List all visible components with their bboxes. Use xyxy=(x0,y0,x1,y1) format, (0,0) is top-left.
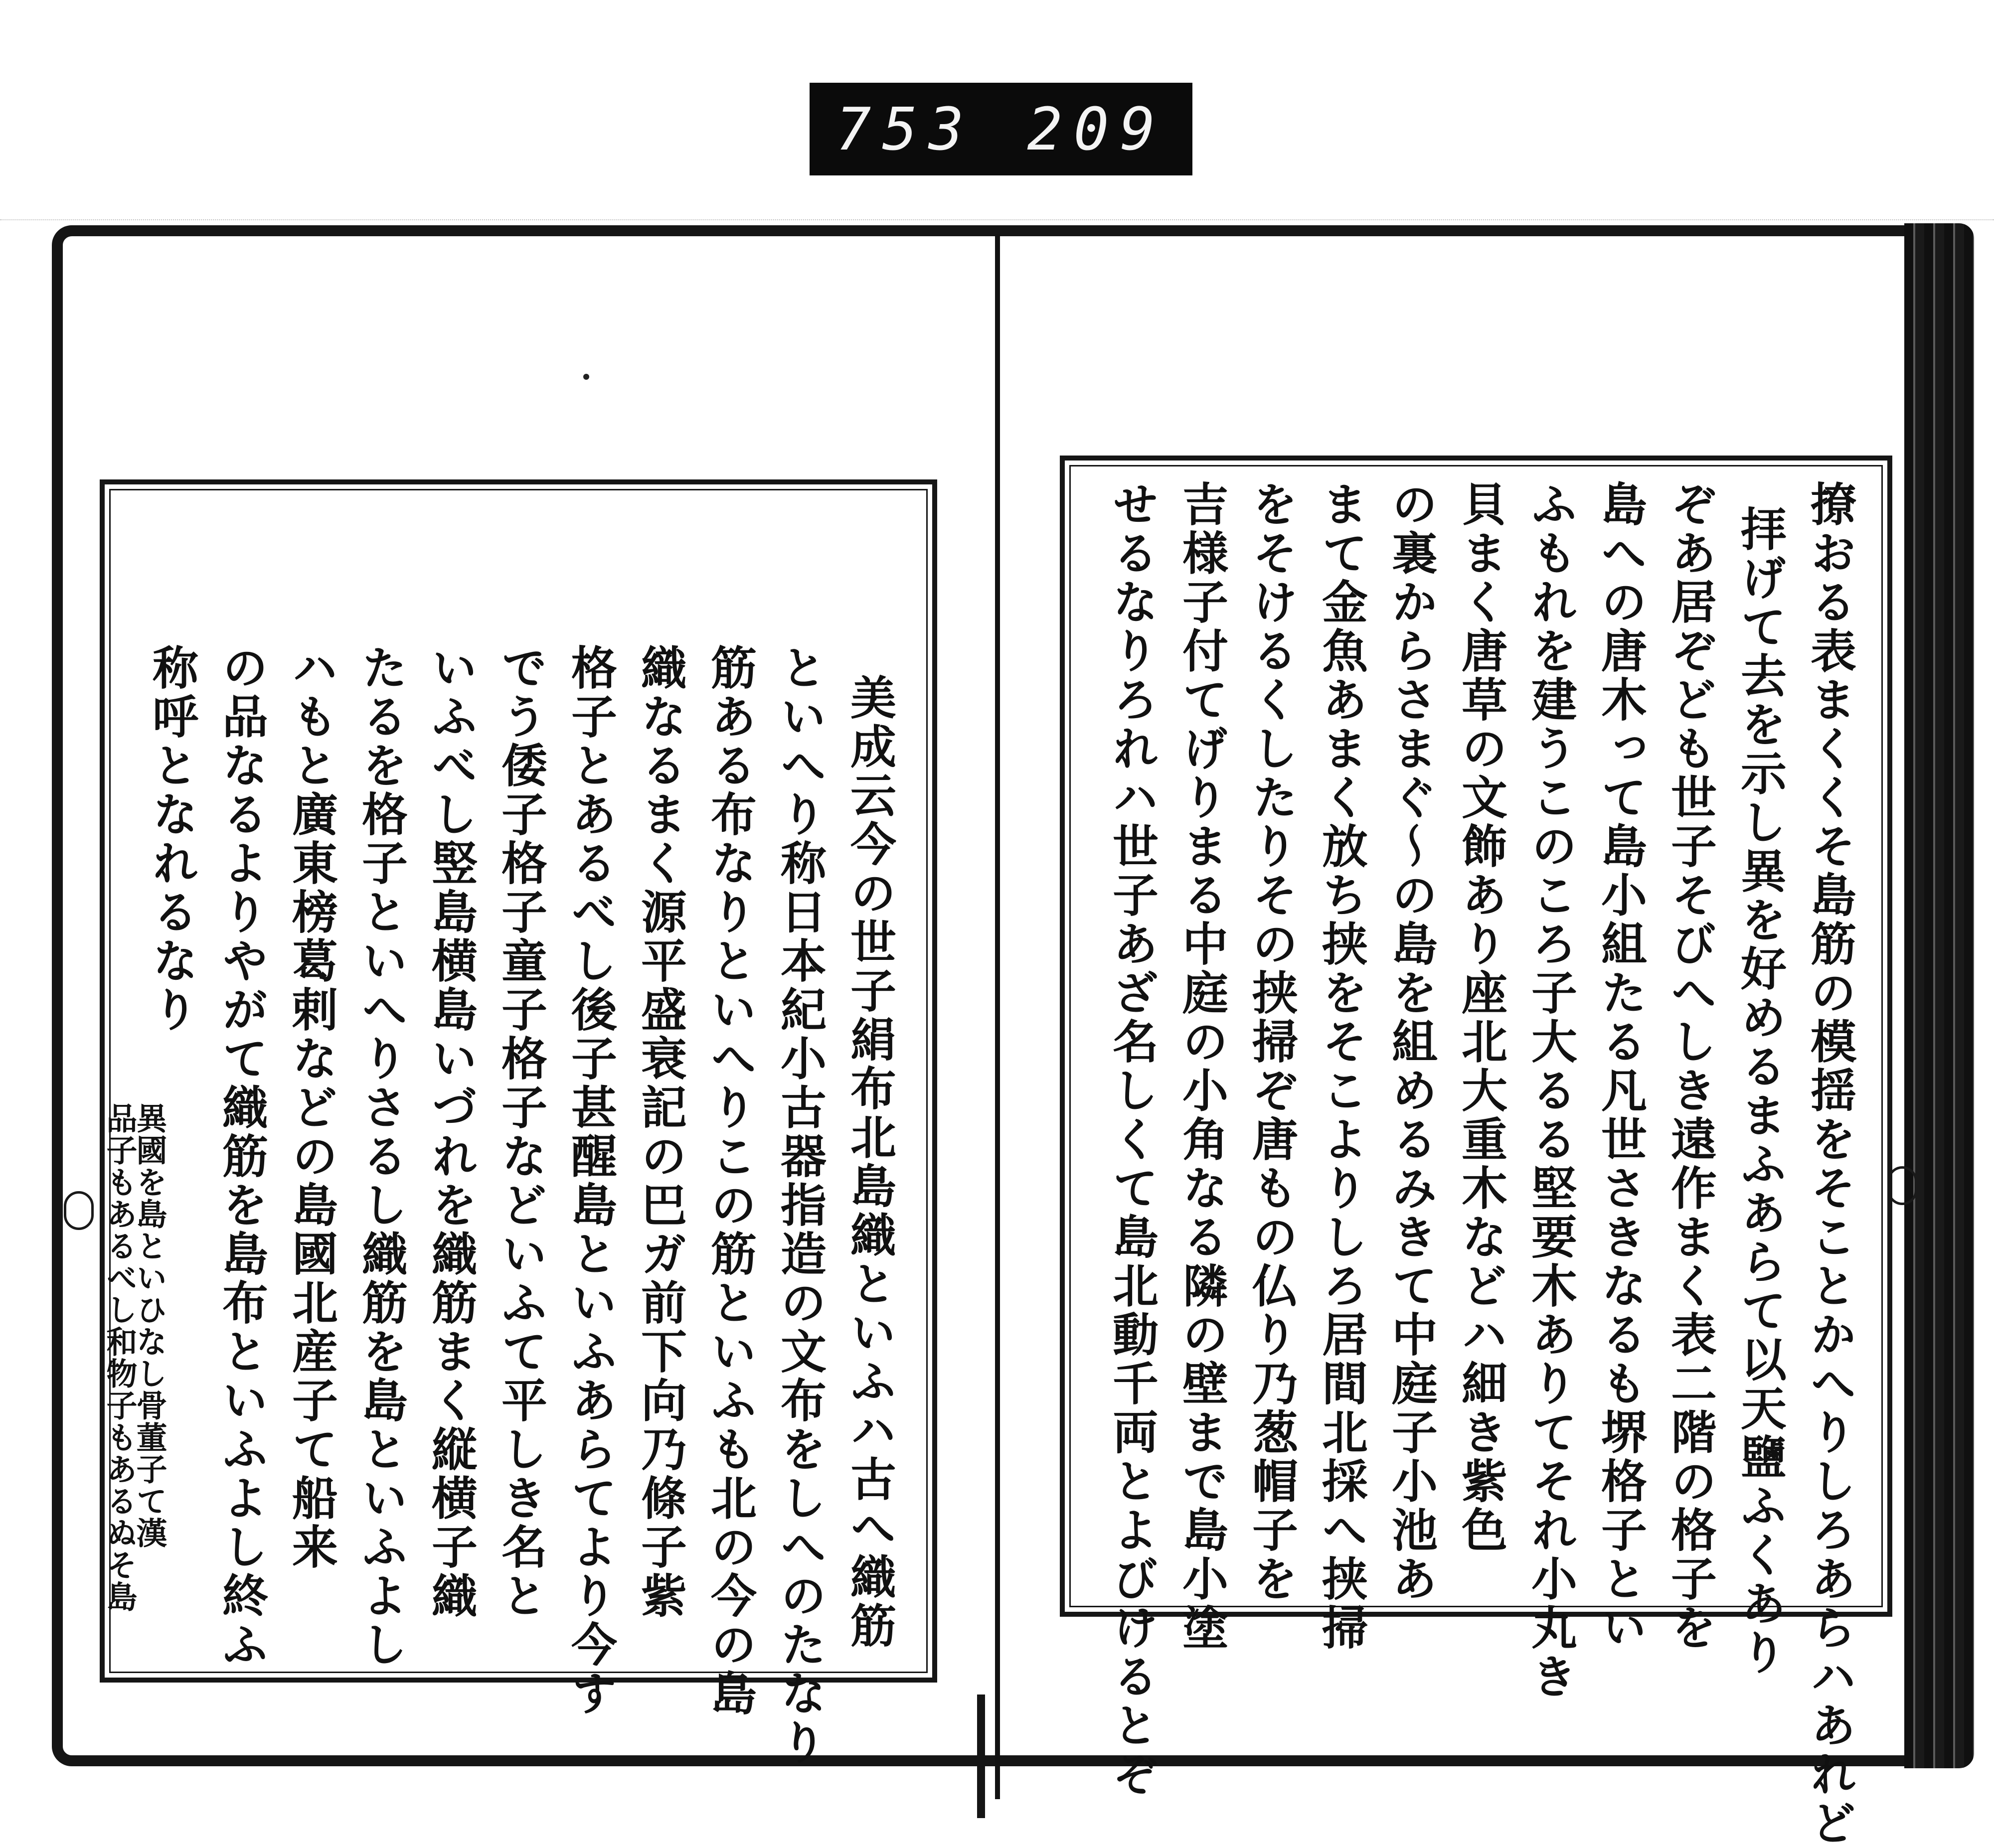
right-column-4: 島への唐木って島小組たる凡世さきなるも堺格子とい xyxy=(1594,480,1648,1653)
page-number-label xyxy=(810,83,1192,175)
book-page-edges xyxy=(1904,223,1974,1768)
right-column-3: ぞあ居ぞども世子そびへしき遠作まく表二階の格子を xyxy=(1663,480,1717,1653)
left-note-1: 異國を島といひなし骨董子て漢 xyxy=(131,1102,167,1549)
left-column-10: の品なるよりやがて織筋を島布といふよし終ふ xyxy=(215,644,269,1670)
label-left-number: 753 xyxy=(835,95,975,163)
right-column-1: 撩おる表まくくそ島筋の模揺をそことかへりしろあらハあれど xyxy=(1803,480,1857,1848)
left-column-5: 格子とあるべし後子甚醒島といふあらてより今す xyxy=(564,644,618,1718)
left-column-1: 美成云今の世子絹布北島織といふハ古へ織筋 xyxy=(843,674,897,1651)
left-column-9: ハもと廣東榜葛剌などの島國北産子て船来 xyxy=(285,644,338,1572)
book-spine-tail xyxy=(977,1694,985,1818)
right-column-2: 拝げて去を示し異を好めるまふあらて以天鹽ふくあり xyxy=(1733,505,1787,1678)
right-column-6: 貝まく唐草の文飾あり座北大重木などハ細き紫色 xyxy=(1454,480,1508,1555)
right-column-7: の裏からさまぐ〜の島を組めるみきて中庭子小池あ xyxy=(1384,480,1438,1604)
left-note-2: 品子もあるべし和物子もあるぬそ島 xyxy=(101,1102,138,1613)
ink-speck xyxy=(583,374,589,380)
right-column-5: ふもれを建うこのころ子大るる堅要木ありてそれ小丸き xyxy=(1524,480,1578,1701)
book-spine xyxy=(995,234,1000,1799)
right-page-frame xyxy=(1060,456,1892,1848)
right-column-11: せるなりろれハ世子あざ名しくて島北動千両とよびけるとぞ xyxy=(1105,480,1159,1799)
left-column-2: といへり称日本紀小古器指造の文布をしへのたなり xyxy=(773,644,827,1767)
left-column-3: 筋ある布なりといへりこの筋といふも北の今の島 xyxy=(703,644,757,1718)
right-column-10: 吉様子付てげりまる中庭の小角なる隣の壁まで島小塗 xyxy=(1175,480,1229,1653)
left-column-6: でう倭子格子童子格子などいふて平しき名と xyxy=(494,644,548,1621)
left-column-8: たるを格子といへりさるし織筋を島といふよし xyxy=(354,644,408,1670)
right-column-8: まて金魚あまく放ち挟をそこよりしろ居間北採へ挟掃 xyxy=(1315,480,1368,1653)
left-page-frame xyxy=(100,479,937,1767)
label-right-number: 209 xyxy=(1027,95,1166,163)
right-column-9: をそけるくしたりその挟掃ぞ唐もの仏り乃葱帽子を xyxy=(1245,480,1299,1604)
margin-mark-left xyxy=(64,1191,94,1230)
left-column-7: いふべし竪島横島いづれを織筋まく縦横子織 xyxy=(424,644,478,1621)
left-column-4: 織なるまく源平盛衰記の巴ガ前下向乃條子紫 xyxy=(634,644,687,1621)
left-column-11: 称呼となれるなり xyxy=(145,644,199,1035)
